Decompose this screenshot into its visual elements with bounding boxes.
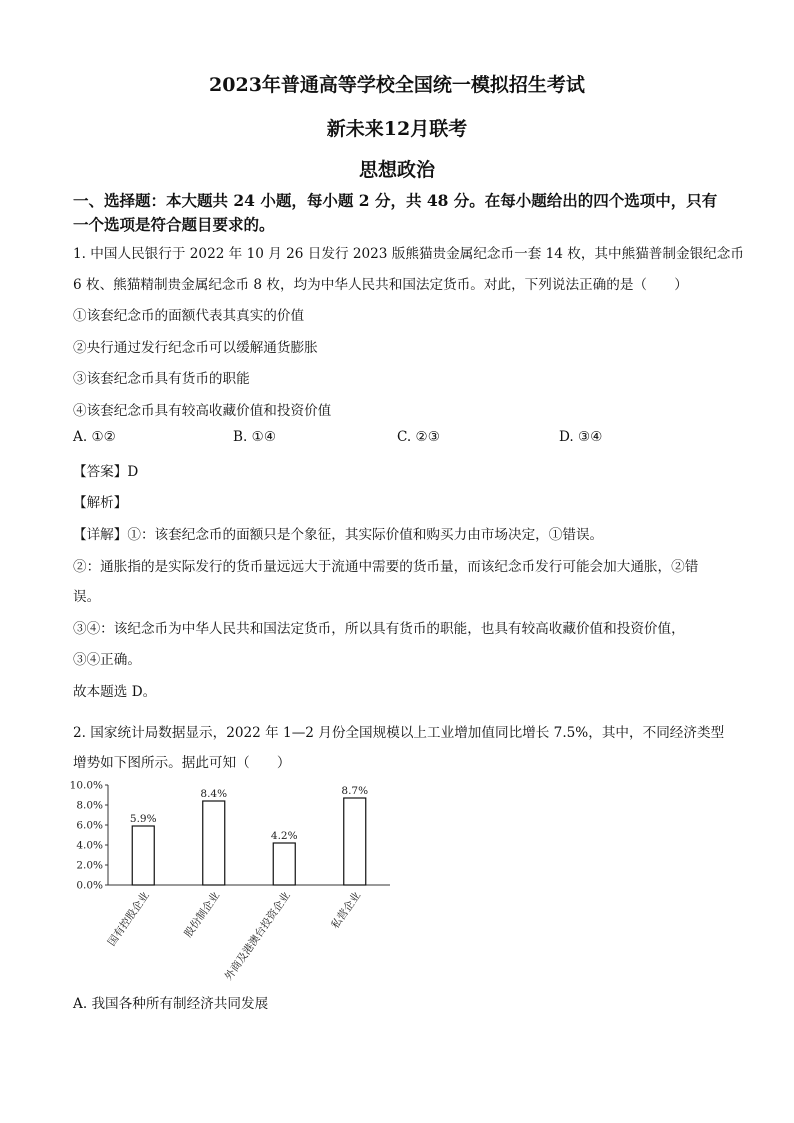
exam-title: 2023年普通高等学校全国统一模拟招生考试 — [209, 74, 585, 96]
q2-stem-line2: 增势如下图所示。据此可知（ ） — [73, 755, 291, 771]
answer-value: D — [127, 464, 139, 480]
y-tick-label: 4.0% — [76, 839, 103, 852]
y-tick-label: 10.0% — [69, 779, 103, 792]
bar — [273, 843, 295, 885]
q1-item-3: ③该套纪念币具有货币的职能 — [73, 371, 250, 387]
detail-line1: 【详解】①：该套纪念币的面额只是个象征，其实际价值和购买力由市场决定，①错误。 — [73, 527, 604, 543]
y-tick-label: 8.0% — [76, 799, 103, 812]
y-tick-label: 2.0% — [76, 859, 103, 872]
bar — [132, 826, 154, 885]
q1-option-d: D. ③④ — [559, 429, 603, 445]
detail-line2b: 误。 — [73, 589, 101, 605]
detail-line3a: ③④：该纪念币为中华人民共和国法定货币，所以具有货币的职能，也具有较高收藏价值和投资价值， — [73, 621, 685, 637]
q1-item-4: ④该套纪念币具有较高收藏价值和投资价值 — [73, 403, 332, 419]
q1-item-2: ②央行通过发行纪念币可以缓解通货膨胀 — [73, 340, 318, 356]
section-heading-line2: 一个选项是符合题目要求的。 — [73, 215, 275, 234]
q2-option-a: A. 我国各种所有制经济共同发展 — [73, 996, 269, 1012]
q1-item-1: ①该套纪念币的面额代表其真实的价值 — [73, 308, 305, 324]
x-category-label: 国有控股企业 — [105, 889, 152, 949]
subject-title: 思想政治 — [358, 159, 435, 181]
q1-stem-line1: 1. 中国人民银行于 2022 年 10 月 26 日发行 2023 版熊猫贵金属纪念币一套 14 枚，其中熊猫普制金银纪念币 — [73, 246, 744, 262]
q1-option-a: A. ①② — [73, 429, 116, 445]
bar-value-label: 5.9% — [129, 813, 157, 825]
answer-tag: 【答案】 — [73, 464, 128, 480]
bar — [344, 798, 366, 885]
detail-line2a: ②：通胀指的是实际发行的货币量远远大于流通中需要的货币量，而该纪念币发行可能会加大通胀，②错 — [73, 559, 699, 575]
answer-line — [73, 460, 138, 480]
q1-stem-line2: 6 枚、熊猫精制贵金属纪念币 8 枚，均为中华人民共和国法定货币。对此，下列说法正确的是（ ） — [73, 277, 688, 293]
bar-value-label: 4.2% — [270, 830, 298, 842]
q2-stem-line1: 2. 国家统计局数据显示，2022 年 1—2 月份全国规模以上工业增加值同比增长 7.5%，其中，不同经济类型 — [73, 725, 725, 741]
x-category-label: 私营企业 — [329, 889, 364, 932]
detail-line3b: ③④正确。 — [73, 652, 141, 668]
section-heading-line1: 一、选择题：本大题共 24 小题，每小题 2 分，共 48 分。在每小题给出的四个选项中，只有 — [73, 191, 718, 210]
bar-chart — [60, 770, 420, 990]
y-tick-label: 6.0% — [76, 819, 103, 832]
exam-subtitle: 新未来12月联考 — [326, 118, 468, 140]
bar — [203, 801, 225, 885]
q1-option-b: B. ①④ — [233, 429, 277, 445]
analysis-tag: 【解析】 — [73, 495, 128, 511]
q1-option-c: C. ②③ — [397, 429, 440, 445]
bar-value-label: 8.7% — [341, 785, 369, 797]
x-category-label: 外商及港澳台投资企业 — [222, 889, 293, 983]
bar-value-label: 8.4% — [200, 788, 228, 800]
y-tick-label: 0.0% — [76, 879, 103, 892]
conclusion-line: 故本题选 D。 — [73, 684, 157, 700]
x-category-label: 股份制企业 — [182, 889, 223, 940]
